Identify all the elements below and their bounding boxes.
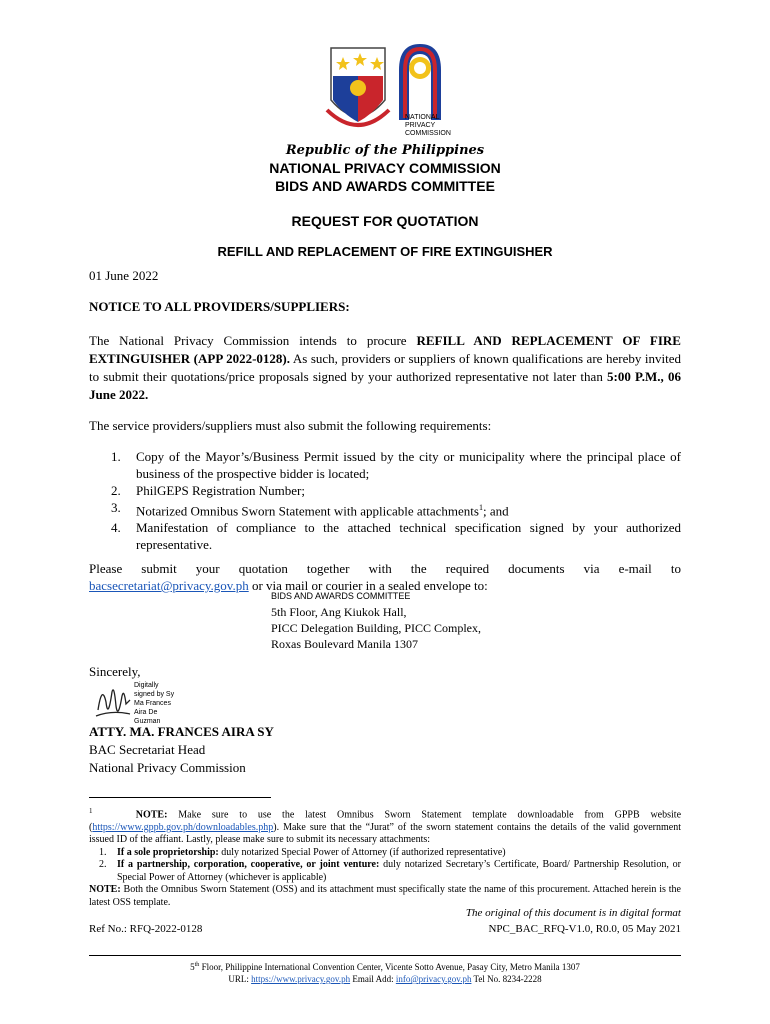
info-email-link[interactable]: info@privacy.gov.ph xyxy=(395,974,472,984)
list-item: 2. If a partnership, corporation, cooperative, or joint venture: duly notarized Secretary’s Certificate, Board/ Partnership Resolution, or Special Power of Attorney (whichever is applicable) xyxy=(99,859,681,883)
npc-logo-text: NATIONAL PRIVACY COMMISSION xyxy=(405,114,451,137)
footer-divider xyxy=(89,955,681,956)
header-logos xyxy=(323,40,463,140)
digital-signature-note: Digitally signed by Sy Ma Frances Aira De Guzman xyxy=(134,682,175,725)
signatory-name: ATTY. MA. FRANCES AIRA SY xyxy=(89,724,274,739)
procurement-subject: REFILL AND REPLACEMENT OF FIRE EXTINGUISHER xyxy=(217,244,553,259)
signatory-title: BAC Secretariat Head xyxy=(89,742,206,757)
document-date: 01 June 2022 xyxy=(89,268,159,283)
website-link[interactable]: https://www.privacy.gov.ph xyxy=(251,974,351,984)
list-item: 3. Notarized Omnibus Sworn Statement with applicable attachments$^1$; and xyxy=(111,500,509,519)
republic-heading: Republic of the Philippines xyxy=(285,143,485,158)
mailing-address: BIDS AND AWARDS COMMITTEE 5th Floor, Ang Kiukok Hall, PICC Delegation Building, PICC Complex, Roxas Boulevard Manila 1307 xyxy=(271,591,482,651)
submission-instructions: Please submit your quotation together with the required documents via e-mail to bacsecretariat@privacy.gov.ph or via mail or courier in a sealed envelope to: xyxy=(89,561,681,593)
notice-heading: NOTICE TO ALL PROVIDERS/SUPPLIERS: xyxy=(89,299,350,314)
footer: 5th Floor, Philippine International Convention Center, Vicente Sotto Avenue, Pasay City, Metro Manila 1307 URL: https://www.privacy.gov.ph Email Add: info@privacy.gov.ph Tel No. 8234-2228 xyxy=(0,959,770,985)
committee-name: BIDS AND AWARDS COMMITTEE xyxy=(275,178,495,194)
signatory-org: National Privacy Commission xyxy=(89,760,246,775)
list-item: 2. PhilGEPS Registration Number; xyxy=(111,483,305,498)
list-item: 1. Copy of the Mayor’s/Business Permit issued by the city or municipality where the principal place of business of the prospective bidder is located; xyxy=(111,449,681,481)
requirements-intro: The service providers/suppliers must also submit the following requirements: xyxy=(89,418,492,433)
list-item: 1. If a sole proprietorship: duly notarized Special Power of Attorney (if authorized representative) xyxy=(99,846,506,858)
footnote: $^1$ NOTE: Make sure to use the latest Omnibus Sworn Statement template downloadable from GPPB website (https://www.gppb.gov.ph/downloadables.php). Make sure that the “Jurat” of the sworn statement contains the details of the valid government issued ID of the affiant. Lastly, please make sure to submit its necessary attachments: 1. If a sole proprietorship: duly notarized Special Power of Attorney (if authorized representative) 2. If a partnership, corporation, cooperative, or joint venture: duly notarized Secretary’s Certificate, Board/ Partnership Resolution, or Special Power of Attorney (whichever is applicable) NOTE: Both the Omnibus Sworn Statement (OSS) and its attachment must specifically state the name of this procurement. Attached herein is the latest OSS template. xyxy=(89,807,682,908)
footer-address: 5th Floor, Philippine International Convention Center, Vicente Sotto Avenue, Pasay City, Metro Manila 1307 xyxy=(190,962,580,972)
document-type-title: REQUEST FOR QUOTATION xyxy=(291,213,479,229)
closing: Sincerely, xyxy=(89,664,141,679)
intro-paragraph: The National Privacy Commission intends to procure REFILL AND REPLACEMENT OF FIRE EXTINGUISHER (APP 2022-0128). As such, providers or suppliers of known qualifications are hereby invited to submit their quotations/price proposals signed by your authorized representative not later than 5:00 P.M., 06 June 2022. xyxy=(89,333,681,402)
footnote-divider xyxy=(89,797,271,798)
form-code: NPC_BAC_RFQ-V1.0, R0.0, 05 May 2021 xyxy=(488,923,681,935)
signature-icon xyxy=(92,680,134,726)
signatory-block xyxy=(89,723,681,777)
bac-email-link[interactable]: bacsecretariat@privacy.gov.ph xyxy=(89,578,249,593)
gppb-link[interactable]: https://www.gppb.gov.ph/downloadables.php xyxy=(92,821,274,833)
requirements-list xyxy=(89,448,681,553)
reference-number: Ref No.: RFQ-2022-0128 xyxy=(89,923,203,935)
agency-name: NATIONAL PRIVACY COMMISSION xyxy=(269,160,501,176)
npc-logo-icon xyxy=(395,40,445,122)
digital-format-note: The original of this document is in digital format xyxy=(465,907,681,919)
list-item: 4. Manifestation of compliance to the attached technical specification signed by your authorized representative. xyxy=(111,520,681,553)
